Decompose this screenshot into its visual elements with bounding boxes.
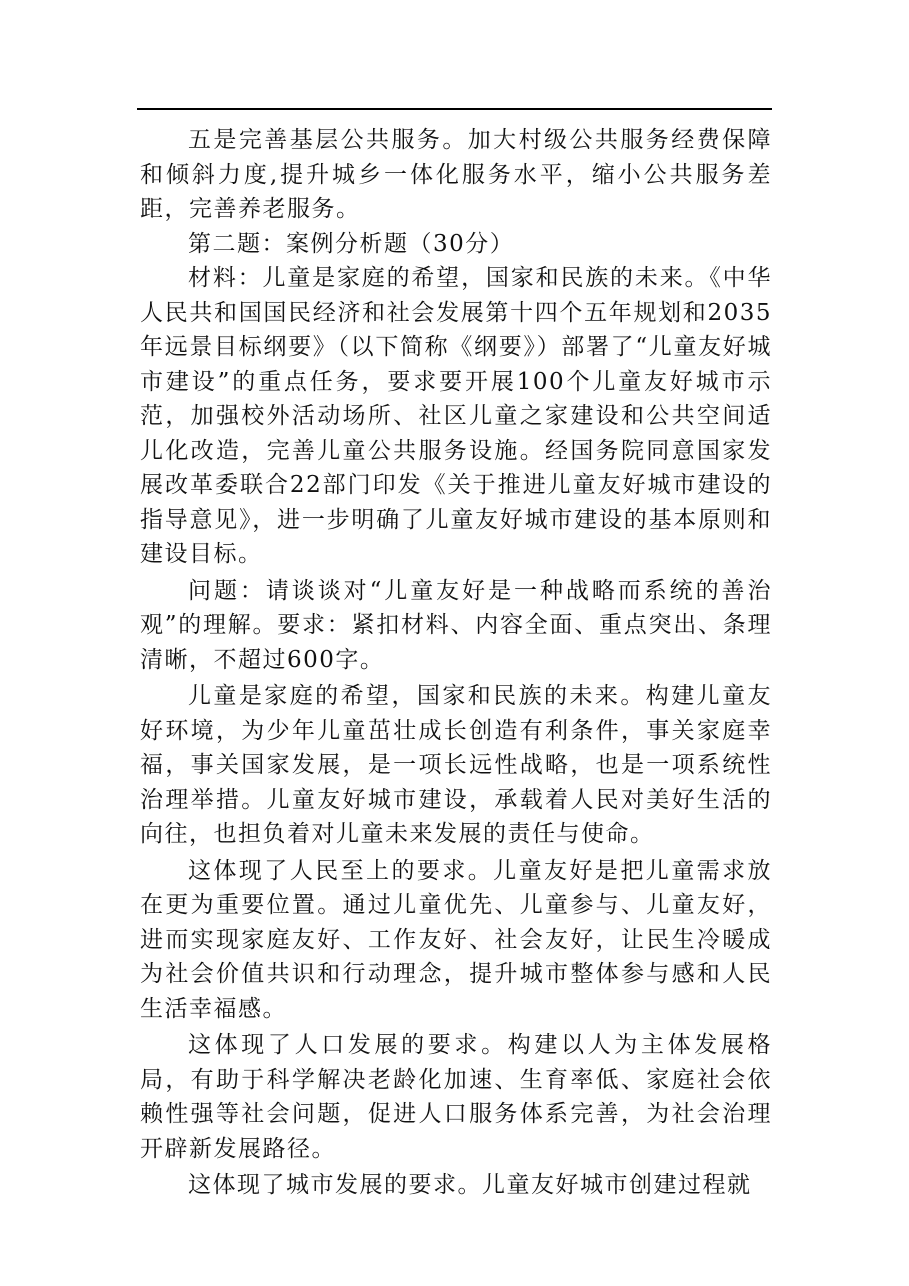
paragraph-question: 问题：请谈谈对“儿童友好是一种战略而系统的善治观”的理解。要求：紧扣材料、内容全面、重点突出、条理清晰，不超过600字。 [140,577,772,673]
header-rule [137,108,772,110]
question-two-heading: 第二题：案例分析题（30分） [188,230,515,257]
paragraph-material: 材料：儿童是家庭的希望，国家和民族的未来。《中华人民共和国国民经济和社会发展第十四个五年规划和2035年远景目标纲要》（以下简称《纲要》）部署了“儿童友好城市建设”的重点任务，要求要开展100个儿童友好城市示范，加强校外活动场所、社区儿童之家建设和公共空间适儿化改造，完善儿童公共服务设施。经国务院同意国家发展改革委联合22部门印发《关于推进儿童友好城市建设的指导意见》，进一步明确了儿童友好城市建设的基本原则和建设目标。 [140,265,772,567]
paragraph-people-first: 这体现了人民至上的要求。儿童友好是把儿童需求放在更为重要位置。通过儿童优先、儿童参与、儿童友好，进而实现家庭友好、工作友好、社会友好，让民生冷暖成为社会价值共识和行动理念，提升城市整体参与感和人民生活幸福感。 [140,857,772,1022]
document-body [140,123,772,1203]
paragraph-public-services: 五是完善基层公共服务。加大村级公共服务经费保障和倾斜力度,提升城乡一体化服务水平，缩小公共服务差距，完善养老服务。 [140,127,772,222]
paragraph-population: 这体现了人口发展的要求。构建以人为主体发展格局，有助于科学解决老龄化加速、生育率低、家庭社会依赖性强等社会问题，促进人口服务体系完善，为社会治理开辟新发展路径。 [140,1032,772,1162]
paragraph-city-development: 这体现了城市发展的要求。儿童友好城市创建过程就 [188,1172,752,1198]
paragraph-answer-intro: 儿童是家庭的希望，国家和民族的未来。构建儿童友好环境，为少年儿童茁壮成长创造有利条件，事关家庭幸福，事关国家发展，是一项长远性战略，也是一项系统性治理举措。儿童友好城市建设，承载着人民对美好生活的向往，也担负着对儿童未来发展的责任与使命。 [140,683,772,847]
